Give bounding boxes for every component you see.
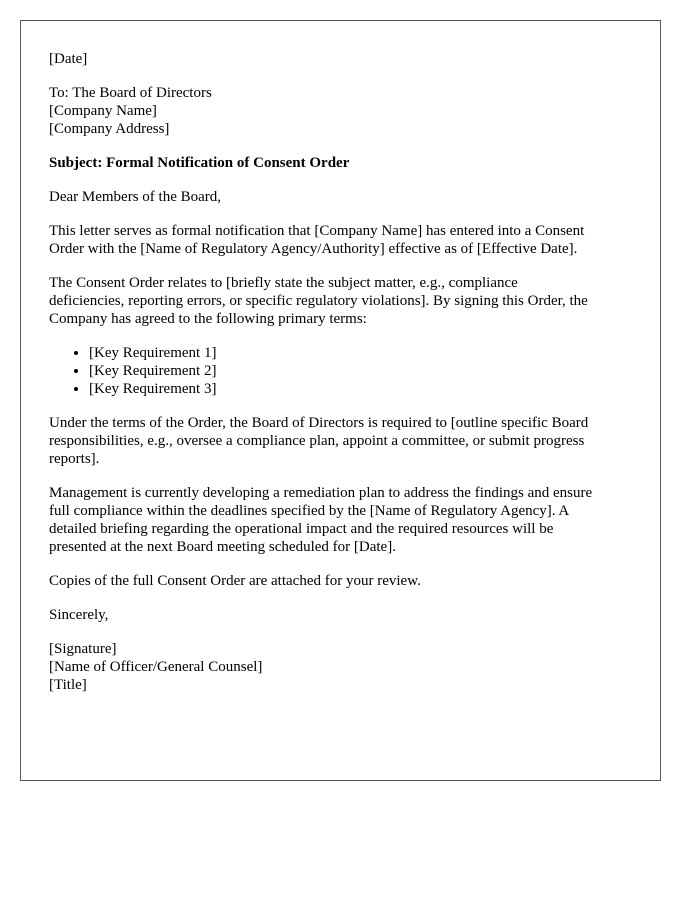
recipient-line: To: The Board of Directors (49, 85, 212, 101)
recipient-line: [Company Address] (49, 121, 170, 137)
paragraph-subject-matter (49, 274, 632, 328)
list-item: • [Key Requirement 1] (89, 344, 632, 362)
text-line: responsibilities, e.g., oversee a compliance plan, appoint a committee, or submit progress (49, 433, 585, 449)
text-line: Under the terms of the Order, the Board of Directors is required to [outline specific Board (49, 415, 589, 431)
paragraph-board-duties (49, 414, 632, 468)
requirements-list (49, 344, 632, 398)
recipient-line: [Company Name] (49, 103, 157, 119)
signer-title: [Title] (49, 677, 87, 693)
text-line: Company has agreed to the following primary terms: (49, 311, 367, 327)
paragraph-notification (49, 222, 632, 258)
list-item: • [Key Requirement 3] (89, 380, 632, 398)
paragraph-remediation (49, 484, 632, 556)
text-line: presented at the next Board meeting scheduled for [Date]. (49, 539, 396, 555)
signature-block (49, 640, 632, 694)
closing: Sincerely, (49, 607, 109, 623)
list-item: • [Key Requirement 2] (89, 362, 632, 380)
text-line: full compliance within the deadlines specified by the [Name of Regulatory Agency]. A (49, 503, 570, 519)
text-line: detailed briefing regarding the operational impact and the required resources will be (49, 521, 554, 537)
signature-line: [Signature] (49, 641, 117, 657)
text-line: Management is currently developing a remediation plan to address the findings and ensure (49, 485, 593, 501)
subject-line: Subject: Formal Notification of Consent Order (49, 155, 350, 171)
text-line: deficiencies, reporting errors, or specific regulatory violations]. By signing this Order, the (49, 293, 588, 309)
salutation: Dear Members of the Board, (49, 189, 222, 205)
recipient-block (49, 84, 632, 138)
letter (20, 20, 661, 781)
signer-name: [Name of Officer/General Counsel] (49, 659, 263, 675)
text-line: The Consent Order relates to [briefly state the subject matter, e.g., compliance (49, 275, 518, 291)
text-line: Order with the [Name of Regulatory Agency/Authority] effective as of [Effective Date]. (49, 241, 578, 257)
date: [Date] (49, 51, 88, 67)
paragraph-attachments: Copies of the full Consent Order are attached for your review. (49, 573, 421, 589)
text-line: reports]. (49, 451, 100, 467)
text-line: This letter serves as formal notification that [Company Name] has entered into a Consent (49, 223, 585, 239)
